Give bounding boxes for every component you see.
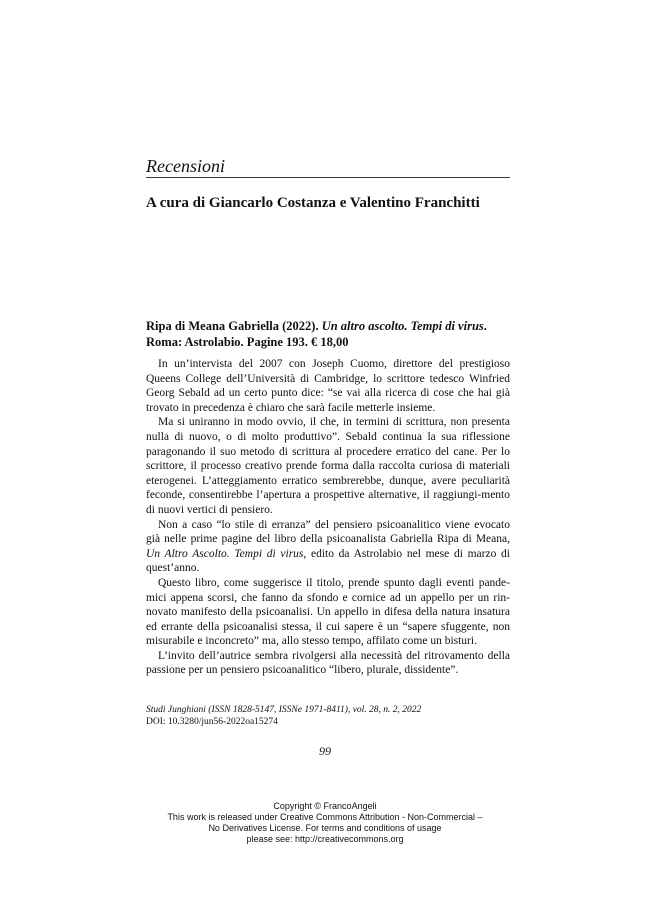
license-block [0,801,650,845]
license-line-1: Copyright © FrancoAngeli [273,801,377,811]
book-title: Un altro ascolto. Tempi di virus [321,319,484,333]
license-line-4[interactable]: please see: http://creativecommons.org [246,834,404,844]
journal-citation: Studi Junghiani (ISSN 1828-5147, ISSNe 1971-8411), vol. 28, n. 2, 2022 [146,705,422,715]
section-rule [146,177,510,178]
paragraph-2: Ma si uniranno in modo ovvio, il che, in termini di scrittura, non presenta nulla di nuovo, o di molto produttivo”. Sebald continua la sua riflessione paragonando il suo metodo di scrittura al procedere erratico del cane. Per lo scrittore, il processo creativo prende forma dalla raccolta curiosa di materiali eterogenei. L’atteggiamento erratico sembrerebbe, dunque, avere peculiarità feconde, consentirebbe l’apertura a prospettive alternative, il raggiungi-mento di nuovi vertici di pensiero. [146,416,510,516]
page-number: 99 [319,744,331,758]
paragraph-3 [146,518,510,576]
doi-link[interactable]: DOI: 10.3280/jun56-2022oa15274 [146,717,278,727]
license-line-3: No Derivatives License. For terms and conditions of usage [208,823,442,833]
book-authors: Ripa di Meana Gabriella (2022). [146,319,319,333]
book-citation [146,318,510,350]
paragraph-3-text-a: Non a caso “lo stile di erranza” del pensiero psicoanalitico viene evocato già nelle prime pagine del libro della psicoanalista Gabriella Ripa di Meana, [146,518,510,546]
paragraph-5: L’invito dell’autrice sembra rivolgersi alla necessità del ritrovamento della passione per un pensiero psicoanalitico “libero, plurale, dissidente”. [146,649,510,677]
paragraph-3-title: Un Altro Ascolto. Tempi di virus [146,547,304,560]
journal-footnote [146,704,421,728]
paragraph-1: In un’intervista del 2007 con Joseph Cuomo, direttore del prestigioso Queens College dell’Università di Cambridge, lo scrittore tedesco Winfried Georg Sebald ad un certo punto dice: “se vai alla ricerca di cose che hai già trovato in precedenza è chiaro che sarà facile metterle insieme. [146,358,510,414]
editors-line: A cura di Giancarlo Costanza e Valentino Franchitti [146,195,480,211]
paragraph-3-text-b: , edito da Astrolabio nel mese di marzo di quest’anno. [146,547,510,575]
license-line-2: This work is released under Creative Commons Attribution - Non-Commercial – [167,812,483,822]
review-body [146,357,510,678]
paragraph-4: Questo libro, come suggerisce il titolo, prende spunto dagli eventi pande-mici appena scorsi, che fanno da sfondo e cornice ad un appello per un rin-novato manifesto della psicoanalisi. Un appello in difesa della natura insatura ed errante della psicoanalisi stessa, il cui sapere è un “sapere sfuggente, non misurabile e inconcreto” ma, allo stesso tempo, affilato come un bisturi. [146,576,510,648]
section-title: Recensioni [146,156,225,176]
book-publisher: . Roma: Astrolabio. Pagine 193. € 18,00 [146,319,487,349]
